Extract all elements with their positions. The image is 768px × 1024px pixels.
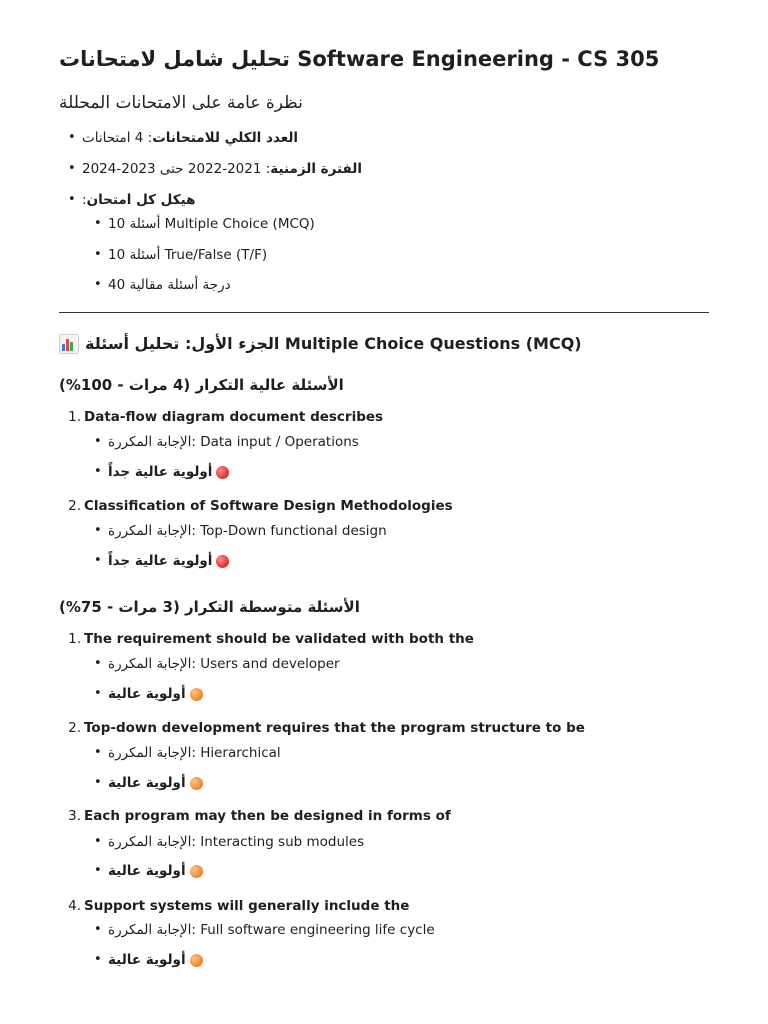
question-item: 3. Each program may then be designed in forms of (68, 808, 451, 824)
answer-label: الإجابة المكررة (108, 922, 192, 938)
question-item: 2. Classification of Software Design Methodologies (68, 498, 453, 514)
priority-line (94, 862, 207, 880)
bullet: • (94, 523, 102, 538)
answer-line (94, 433, 359, 451)
question-text: Classification of Software Design Methodologies (84, 498, 453, 514)
bullet: • (94, 434, 102, 449)
page-title: تحليل شامل لامتحانات Software Engineering - CS 305 (59, 47, 660, 71)
answer-label: الإجابة المكررة (108, 523, 192, 539)
bar-chart-icon (59, 334, 79, 354)
overview-item-structure (68, 191, 195, 209)
priority-text: أولوية عالية جداً (108, 464, 213, 480)
bullet: • (94, 834, 102, 849)
answer-value: : Full software engineering life cycle (191, 922, 435, 938)
overview-value: : (82, 192, 87, 208)
answer-line (94, 522, 387, 540)
answer-value: : Interacting sub modules (191, 834, 365, 850)
answer-line (94, 655, 340, 673)
structure-item: • 40 درجة أسئلة مقالية (94, 277, 231, 293)
bullet: • (94, 952, 102, 967)
overview-value: : 2021-2022 حتى 2023-2024 (82, 161, 271, 177)
bullet: • (68, 130, 76, 145)
bullet: • (94, 775, 102, 790)
red-circle-icon (216, 555, 229, 568)
priority-text: أولوية عالية جداً (108, 553, 213, 569)
question-item: 1. Data-flow diagram document describes (68, 409, 384, 425)
high-freq-heading: الأسئلة عالية التكرار (4 مرات - 100%) (59, 376, 344, 394)
question-text: Top-down development requires that the program structure to be (84, 720, 585, 736)
priority-text: أولوية عالية (108, 775, 186, 791)
answer-line (94, 921, 435, 939)
answer-line (94, 744, 281, 762)
overview-item-count (68, 129, 298, 147)
overview-label: الفترة الزمنية (270, 161, 362, 177)
question-item: 1. The requirement should be validated with both the (68, 631, 474, 647)
bullet: • (94, 686, 102, 701)
bullet: • (94, 553, 102, 568)
answer-value: : Data input / Operations (191, 434, 359, 450)
answer-value: : Hierarchical (191, 745, 281, 761)
bullet: • (94, 247, 102, 262)
bullet: • (94, 745, 102, 760)
bullet: • (94, 464, 102, 479)
priority-line (94, 463, 233, 481)
priority-line (94, 951, 207, 969)
answer-label: الإجابة المكررة (108, 656, 192, 672)
priority-line (94, 685, 207, 703)
bullet: • (94, 656, 102, 671)
red-circle-icon (216, 466, 229, 479)
structure-item: • 10 أسئلة True/False (T/F) (94, 247, 268, 263)
orange-circle-icon (190, 688, 203, 701)
answer-label: الإجابة المكررة (108, 834, 192, 850)
priority-text: أولوية عالية (108, 863, 186, 879)
priority-text: أولوية عالية (108, 952, 186, 968)
priority-line (94, 774, 207, 792)
bullet: • (94, 277, 102, 292)
answer-label: الإجابة المكررة (108, 434, 192, 450)
bullet: • (68, 161, 76, 176)
answer-label: الإجابة المكررة (108, 745, 192, 761)
question-item: 2. Top-down development requires that the program structure to be (68, 720, 585, 736)
priority-text: أولوية عالية (108, 686, 186, 702)
bullet: • (94, 922, 102, 937)
orange-circle-icon (190, 865, 203, 878)
question-text: Support systems will generally include the (84, 898, 410, 914)
overview-label: هيكل كل امتحان (86, 192, 196, 208)
bullet: • (68, 192, 76, 207)
overview-label: العدد الكلي للامتحانات (152, 130, 299, 146)
question-item: 4. Support systems will generally include the (68, 898, 410, 914)
bullet: • (94, 216, 102, 231)
mid-freq-heading: الأسئلة متوسطة التكرار (3 مرات - 75%) (59, 598, 360, 616)
answer-line (94, 833, 364, 851)
overview-value: : 4 امتحانات (82, 130, 153, 146)
priority-line (94, 552, 233, 570)
answer-value: : Top-Down functional design (191, 523, 387, 539)
structure-item: • 10 أسئلة Multiple Choice (MCQ) (94, 216, 315, 232)
overview-item-period (68, 160, 362, 178)
answer-value: : Users and developer (191, 656, 340, 672)
mcq-heading: الجزء الأول: تحليل أسئلة Multiple Choice Questions (MCQ) (85, 334, 582, 353)
question-text: Each program may then be designed in forms of (84, 808, 451, 824)
bullet: • (94, 863, 102, 878)
mcq-heading-row (59, 333, 582, 355)
question-text: The requirement should be validated with both the (84, 631, 474, 647)
question-text: Data-flow diagram document describes (84, 409, 384, 425)
orange-circle-icon (190, 777, 203, 790)
overview-heading: نظرة عامة على الامتحانات المحللة (59, 93, 303, 113)
orange-circle-icon (190, 954, 203, 967)
divider (59, 312, 709, 313)
